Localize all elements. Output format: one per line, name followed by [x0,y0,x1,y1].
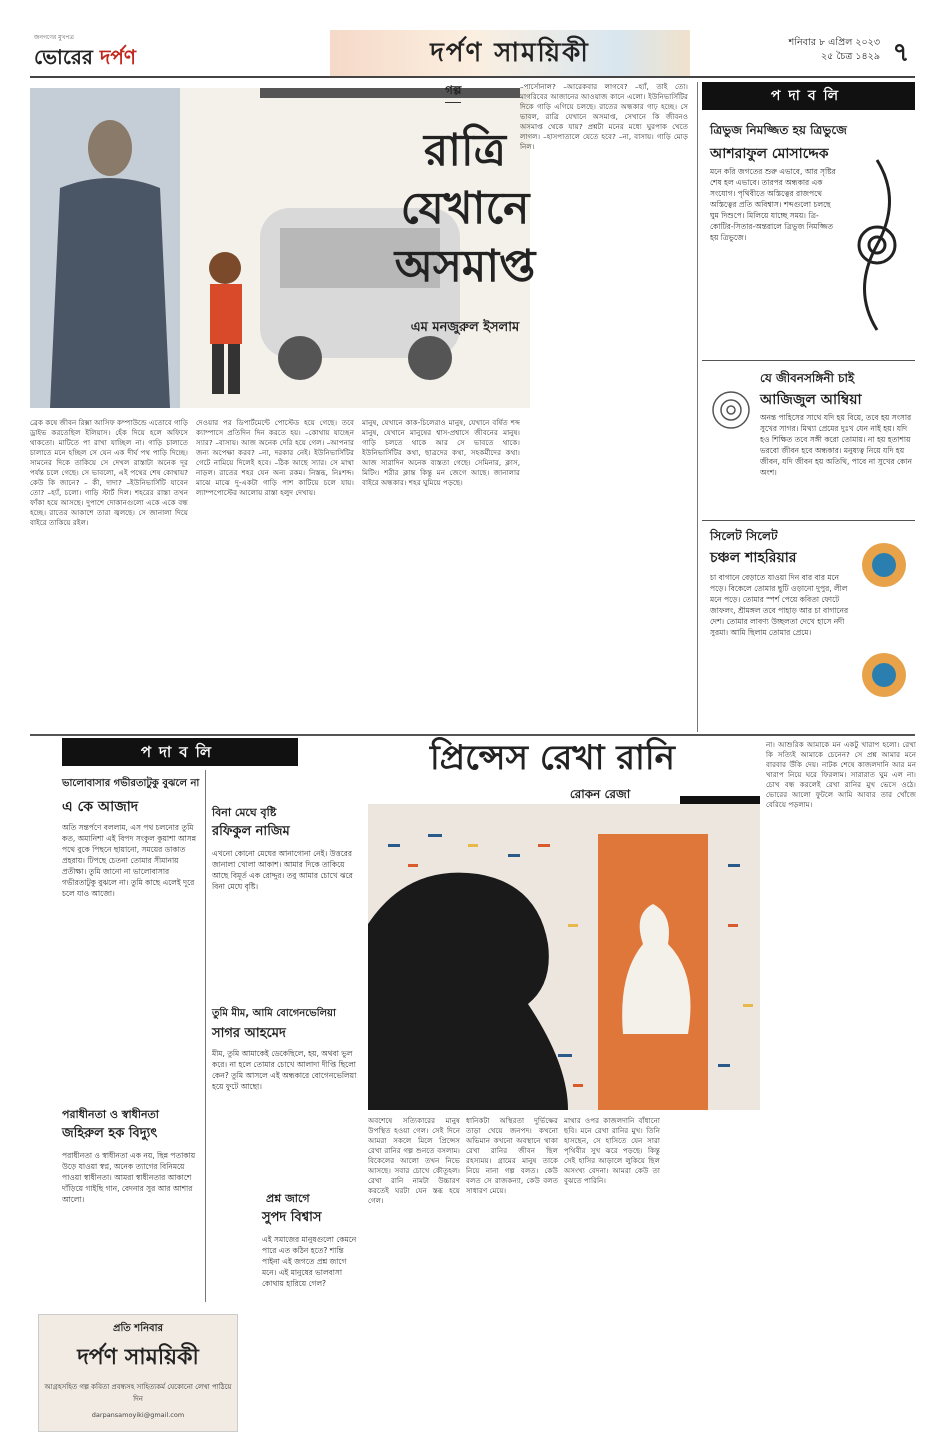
poem-title-mim: তুমি মীম, আমি বোগেনভেলিয়া [212,1008,336,1019]
poem-text-sylhet: চা বাগানে বেড়াতে যাওয়া দিন বার বার মনে পড়ে। বিকেলে তোমার ছুটি ওড়ানো দুপুর, লীল মনে পড়ে। তোমার স্পর্শ পেয়ে কবিতা ফোটে জাফলং, শ্রীমঙ্গল তবে পাহাড় আর চা বাগানের দেশ। তোমার লাবণ্য উচ্ছলতা দেখে হাসে নদী সুরমা। আমি ছিলাম তোমার প্রেমে। [710,573,849,637]
story-column-4: –পার্সোনাল? –আরেকবার লাগবে? –হ্যাঁ, তাই তো। মাগরিবের আজানের আওয়াজ কানে এলো। ইউনিভার্সিটির দিকে গাড়ি এগিয়ে চলছে। রাতের অন্ধকার গাঢ় হচ্ছে। সে ভাবল, রাত্রি যেখানে অসমাপ্ত, সেখানে কি জীবনও অসমাপ্ত থেকে যায়? প্রশ্নটা মনের মধ্যে ঘুরপাক খেতে লাগল। –হাসপাতালে যেতে হবে? –না, বাসায়। গাড়ি মোড় নিল। [520,82,688,151]
masthead [30,30,915,78]
poem-text-trivuj: মনে করি জগতের শুরু এভাবে, আর সৃষ্টির শেষ হল এভাবে। তারপর অন্ধকার এক সংযোগ। পৃথিবীতে অস্তিত্বের রাজপথে অস্তিত্বের প্রতি অবিশ্বাস। শব্দগুলো চলছে ঘুম দিশুপে। মিলিয়ে যাচ্ছে সময়। ত্রি-কোটির-সিতার-অন্তরালে ত্রিভুজ নিমজ্জিত হয় ত্রিভুজে। [710,167,836,242]
logo [34,32,184,76]
poem-author-supad: সুপদ বিশ্বাস [262,1210,322,1225]
divider [702,360,915,361]
poem-author-ashraful: আশরাফুল মোসাদ্দেক [710,146,829,162]
story-column-3: মানুষ, যেখানে কাক-চিলেরাও মানুষ, যেখানে বর্ষিত শব্দ মানুষ, যেখানে মানুষের শ্বাস-প্রশ্বাসে জীবনের মানুষ। গাড়ি চলতে থাকে আর সে ভাবতে থাকে। ইউনিভার্সিটির কথা, ছাত্রদের কথা, সহকর্মীদের কথা। আজ সারাদিন অনেক ব্যস্ততা গেছে। সেমিনার, ক্লাস, মিটিং। শরীর ক্লান্ত কিন্তু মন জেগে আছে। জানালার বাইরে অন্ধকার। শহর ঘুমিয়ে পড়ছে। [362,418,520,487]
floral-ornament-icon [842,150,912,340]
promo-box [38,1314,238,1432]
story-2-column-4: না। আশুরিক আমাকে মন একটু খারাপ হলো। রেখা কি সত্যিই আমাকে চেনেন? সে প্রশ্ন আমার মনে বারবার উঁকি দেয়। নাটক শেষে কাজলদানি আর মন খারাপ নিয়ে ঘরে ফিরলাম। সারারাত ঘুম এল না। চোখ বন্ধ করলেই রেখা রানির মুখ ভেসে ওঠে। ভোরের আলো ফুটলে আমি আবার তার খোঁজে বেরিয়ে পড়লাম। [766,740,916,809]
poem-author-sagar: সাগর আহমেদ [212,1026,286,1041]
story-author: এম মনজুরুল ইসলাম [410,320,520,335]
poem-text-bina-meghe: এখনো কোনো মেঘের আনাগোনা নেই। উত্তরের জানালা খোলা আকাশ। আমার দিকে তাকিয়ে আছে বিমূর্ত এক রোদ্দুর। তবু আমার চোখে ঝরে বিনা মেঘে বৃষ্টি। [212,849,353,891]
column-divider [697,82,698,732]
poem-text-jibonsongini: অনন্ত পাহিসের সাথে যদি হয় বিয়ে, তবে হয় সংসার সুখের সাগর। মিথ্যা প্রেমের দুঃখ যেন নাই হয়। যদি হও শিক্ষিত তবে সঙ্গী করো তোমায়। না হয় হতাশায় ভরবো জীবন হবে অন্ধকার। মনুষ্যত্ব নিয়ে যদি হয় জীবন, যদি জীবন হয় অতিথি, পাবে না সুখের কোন অংশ। [760,413,912,477]
padaboli-header-left: পদাবলি [62,738,298,766]
poem-title-poradhinota: পরাধীনতা ও স্বাধীনতা [62,1108,159,1121]
poem-title-proshno: প্রশ্ন জাগে [266,1192,310,1205]
story-title-line-1: রাত্রি [424,125,506,176]
sun-mandala-icon [854,525,914,715]
poem-title-valobasar: ভালোবাসার গভীরতাটুকু বুঝলে না [62,778,200,789]
poem-author-chanchal: চঞ্চল শাহরিয়ার [710,550,797,566]
poem-title-sylhet: সিলেট সিলেট [710,529,778,543]
story-2-title: প্রিন্সেস রেখা রানি [430,738,675,778]
poem-author-azizul: আজিজুল আম্বিয়া [760,392,862,408]
section-title: দর্পণ সাময়িকী [430,38,590,68]
story-column-1: ব্রেক কষে জীবন রিক্সা আসিফ কম্পাউন্ডে এতোবে গাড়ি ড্রাইভ করতেছিল ইলিয়াস। হেঁক দিয়ে হলে অফিসে থাকতো। মাটিতে পা রাখা যাচ্ছিল না। গাড়ি চালাতে চালাতে মনে হচ্ছিল সে যেন এক দীর্ঘ পথ পাড়ি দিচ্ছে। সামনের দিকে তাকিয়ে সে দেখল রাস্তাটা অনেক দূর পর্যন্ত চলে গেছে। সে ভাবলো, এই পথের শেষ কোথায়? কেউ কি জানে? – কী, দাদা? –ইউনিভার্সিটি যাবেন তো? –হ্যাঁ, চলো। গাড়ি স্টার্ট দিল। শহরের রাস্তা তখন ফাঁকা হয়ে আসছে। দুপাশে দোকানগুলো একে একে বন্ধ হচ্ছে। রাতের আকাশে তারা জ্বলছে। সে জানালা দিয়ে বাইরে তাকিয়ে রইল। [30,418,188,527]
story-2-column-1: অবশেষে সত্যিকারের মানুষ উপস্থিত হওয়া গেল। সেই দিনে আমরা সকলে মিলে প্রিন্সেস রেখা রানির গল্প শুনতে বসলাম। বিকেলের আলো তখন নিভে আসছে। সবার চোখে কৌতূহল। রেখা রানি নামটা উচ্চারণ করতেই ঘরটা যেন স্তব্ধ হয়ে গেল। [368,1116,460,1205]
promo-weekday: প্রতি শনিবার [112,1323,164,1334]
story-genre: গল্প [445,82,461,103]
poem-author-azad: এ কে আজাদ [62,799,139,815]
poem-author-zahirul: জহিরুল হক বিদ্যুৎ [62,1126,158,1141]
logo-text-2: দর্পণ [99,45,137,69]
page-number: ৭ [892,38,910,68]
issue-date [760,36,880,64]
poem-text-poradhinota: পরাধীনতা ও স্বাধীনতা এক নয়, ছিন্ন পতাকায় উড়ে যাওয়া স্বপ্ন, অনেক ত্যাগের বিনিময়ে পাওয়া স্বাধীনতা। আমরা স্বাধীনতার আকাশে দাঁড়িয়ে গাইছি গান, বেদনার সুর আর আশার আলো। [62,1151,196,1204]
story-2-column-2: ধানিকটা অস্থিরতা দুর্ভিক্ষের তাড়া খেয়ে জনপদ। কখনো অভিমান কখনো অবস্থানে থাকা রেখা রানির জীবন ছিল রহস্যময়। গ্রামের মানুষ তাকে নিয়ে নানা গল্প বলত। কেউ বলত সে রাজকন্যা, কেউ বলত সাধারণ মেয়ে। [466,1116,558,1195]
promo-invite: আগ্রহসহিত গল্প কবিতা প্রবন্ধসহ সাহিত্যকর্ম যেকোনো লেখা পাঠিয়ে দিন [44,1383,232,1403]
poem-title-jibonsongini: যে জীবনসঙ্গিনী চাই [760,371,855,385]
padaboli-header-right: পদাবলি [702,82,915,110]
column-divider [205,770,206,1302]
story-title-line-3: অসমাপ্ত [394,241,536,292]
story-2-illustration [368,804,760,1110]
story-column-2: দেওয়ার পর ডিপার্টমেন্টে পোস্টেড হয়ে গেছে। তবে ক্যাম্পাসে প্রতিদিন দিন করতে হয়। –কোথায় যাচ্ছেন স্যার? –বাসায়। আজ অনেক দেরি হয়ে গেল। –আপনার জন্য অপেক্ষা করব? –না, দরকার নেই। ইউনিভার্সিটির গেটে নামিয়ে দিলেই হবে। –ঠিক আছে স্যার। সে মাথা নাড়ল। রাতের শহর যেন অন্য রকম। নিস্তব্ধ, নিঃশব্দ। মাঝে মাঝে দু-একটা গাড়ি পাশ কাটিয়ে চলে যায়। ল্যাম্পপোস্টের আলোয় রাস্তা হলুদ দেখায়। [196,418,354,497]
decorative-swirl-icon [706,380,756,440]
section-banner [330,30,690,76]
poem-text-valobasar: অতি সন্তর্পণে বললাম, এস পথ চলনোর তুমি কত, অমানিশা এই বিপদ সংকুল কুয়াশা আসন্ন পথে বুকে পিছনে ছায়ানো, সময়ের ডাকাত প্রহরায়। টিপছে চেতনা তোমার সীমানায় প্রতীক্ষা। তুমি জানো না ভালোবাসার গভীরতাটুকু বুঝলে না। তুমি কাছে এলেই দূরে চলে যাও আজো। [62,823,197,898]
promo-title: দর্পণ সাময়িকী [77,1345,199,1370]
poem-title-bina-meghe: বিনা মেঘে বৃষ্টি [212,806,277,819]
divider [702,520,915,521]
logo-tagline: জনগণের মুখপত্র [34,34,74,41]
story-2-column-3: মাথার ওপর কাজলদানি বাঁধানো ছবি। মনে রেখা রানির মুখ। তিনি হাসছেন, সে হাসিতে যেন সারা পৃথিবীর সুখ ঝরে পড়ছে। কিন্তু সেই হাসির আড়ালে লুকিয়ে ছিল অসংখ্য বেদনা। আমরা কেউ তা বুঝতে পারিনি। [564,1116,660,1185]
poem-title-trivuj: ত্রিভুজ নিমজ্জিত হয় ত্রিভুজে [710,123,847,137]
poem-text-proshno: এই সমাজের মানুষগুলো কেমনে পারে এত কঠিন হতে? শান্তি পাইনা এই জগতে প্রশ্ন জাগে মনে। এই মানুষের ভালবাসা কোথায় হারিয়ে গেল? [262,1235,357,1288]
story-2-author: রোকন রেজা [569,787,631,801]
story-title [390,122,540,296]
story-ratri [30,82,690,742]
date-bengali: ২৫ চৈত্র ১৪২৯ [821,51,880,62]
poem-author-rafikul: রফিকুল নাজিম [212,824,290,839]
poem-text-mim: মীম, তুমি আমাকেই ডেকেছিলে, হয়, অথবা ভুল করে। না হলে তোমার চোখে আলাদা দীপ্তি ছিলো কেন? তুমি আসলে এই অন্ধকারে বোগেনভেলিয়া হয়ে ফুটে আছো। [212,1049,357,1091]
date-gregorian: শনিবার ৮ এপ্রিল ২০২৩ [788,37,880,48]
story-title-line-2: যেখানে [400,183,530,234]
promo-email[interactable]: darpansamoyiki@gmail.com [91,1411,185,1419]
logo-text-1: ভোরের [34,45,100,69]
